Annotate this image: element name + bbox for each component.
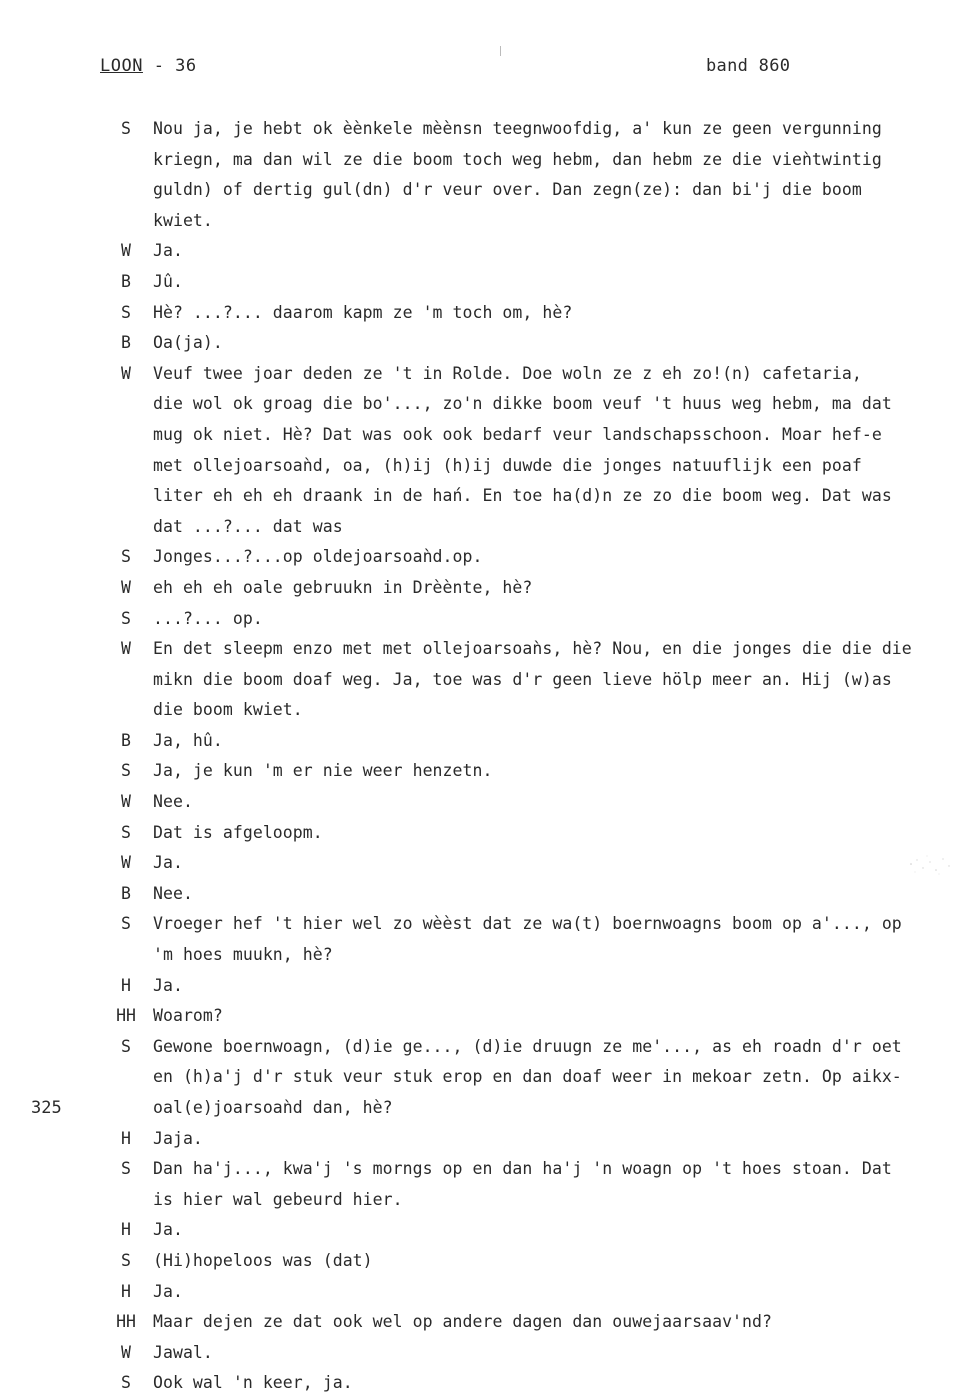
page-header-left [100,56,197,76]
transcript-turn [0,1368,973,1399]
speaker-code: H [121,1281,131,1301]
utterance-line: Dat is afgeloopm. [153,822,323,842]
utterance-line: liter eh eh eh draank in de hań. En toe ha(d)n ze zo die boom weg. Dat was [153,486,892,506]
transcript-body [0,114,973,1399]
transcript-turn [0,1124,973,1155]
transcript-turn [0,818,973,849]
utterance-line: die boom kwiet. [153,700,303,720]
margin-counter: 325 [31,1098,62,1118]
transcript-turn [0,573,973,604]
speaker-code: W [121,639,131,659]
utterance-line: Ja. [153,1220,183,1240]
utterance-line: mug ok niet. Hè? Dat was ook ook bedarf veur landschapsschoon. Moar hef-e [153,424,882,444]
speaker-code: S [121,1159,131,1179]
speaker-code: H [121,975,131,995]
speaker-code: B [121,271,131,291]
speaker-code: H [121,1220,131,1240]
transcript-turn [0,1215,973,1246]
utterance-line: Jû. [153,271,183,291]
utterance-line: met ollejoarsoaǹd, oa, (h)ij (h)ij duwde die jonges natuuflijk een poaf [153,455,862,475]
utterance-line: Maar dejen ze dat ook wel op andere dagen dan ouwejaarsaav'nd? [153,1312,772,1332]
utterance-line: Nou ja, je hebt ok èènkele mèènsn teegnwoofdig, a' kun ze geen vergunning [153,119,882,138]
speaker-code: S [121,1036,131,1056]
utterance-line: Ja. [153,1281,183,1301]
utterance-line: kwiet. [153,210,213,230]
transcript-turn [0,1277,973,1308]
utterance-line: kriegn, ma dan wil ze die boom toch weg hebm, dan hebm ze die vieǹtwintig [153,149,882,169]
utterance-line: En det sleepm enzo met met ollejoarsoaǹs, hè? Nou, en die jonges die die die [153,639,912,659]
transcript-turn [0,298,973,329]
utterance-line: Ja, je kun 'm er nie weer henzetn. [153,761,493,781]
utterance-line: eh eh eh oale gebruukn in Drèènte, hè? [153,577,533,597]
transcript-turn [0,909,973,970]
transcript-turn [0,328,973,359]
speaker-code: S [121,547,131,567]
utterance-line: (Hi)hopeloos was (dat) [153,1250,373,1270]
transcript-turn [0,1246,973,1277]
transcript-turn [0,542,973,573]
transcript-turn [0,267,973,298]
speaker-code: W [121,853,131,873]
utterance-line: Ook wal 'n keer, ja. [153,1373,353,1393]
transcript-turn [0,359,973,543]
speaker-code: S [121,822,131,842]
transcript-turn [0,1307,973,1338]
utterance-line: Ja, hû. [153,730,223,750]
utterance-line: mikn die boom doaf weg. Ja, toe was d'r geen lieve hölp meer an. Hij (w)as [153,669,892,689]
utterance-line: die wol ok groag die bo'..., zo'n dikke boom veuf 't huus weg hebm, ma dat [153,394,892,414]
utterance-line: Dan ha'j..., kwa'j 's morngs op en dan ha'j 'n woagn op 't hoes stoan. Dat [153,1159,892,1179]
transcript-turn [0,1001,973,1032]
transcript-turn [0,114,973,236]
utterance-line: ...?... op. [153,608,263,628]
utterance-line: oal(e)joarsoaǹd dan, hè? [153,1098,393,1117]
scan-mark [500,46,501,56]
speaker-code: B [121,333,131,353]
archive-label: LOON [100,56,143,76]
transcript-turn [0,756,973,787]
utterance-line: 'm hoes muukn, hè? [153,945,333,965]
speaker-code: W [121,1342,131,1362]
transcript-turn [0,787,973,818]
transcript-turn [0,236,973,267]
speaker-code: HH [116,1312,136,1332]
utterance-line: Nee. [153,792,193,812]
utterance-line: Jaja. [153,1128,203,1148]
transcript-turn [0,1032,973,1124]
utterance-line: Gewone boernwoagn, (d)ie ge..., (d)ie druugn ze me'..., as eh roadn d'r oet [153,1036,902,1056]
utterance-line: is hier wal gebeurd hier. [153,1189,403,1209]
speaker-code: S [121,302,131,322]
speaker-code: W [121,363,131,383]
transcript-turn [0,726,973,757]
speaker-code: HH [116,1006,136,1026]
transcript-turn [0,1154,973,1215]
utterance-line: Ja. [153,241,183,261]
utterance-line: Oa(ja). [153,333,223,353]
transcript-turn [0,604,973,635]
transcript-turn [0,634,973,726]
speaker-code: B [121,883,131,903]
scan-speckle [903,850,963,880]
utterance-line: Woarom? [153,1006,223,1026]
utterance-line: Jonges...?...op oldejoarsoaǹd.op. [153,547,483,567]
speaker-code: S [121,914,131,934]
page-number: - 36 [142,56,197,76]
speaker-code: W [121,241,131,261]
utterance-line: Ja. [153,853,183,873]
speaker-code: S [121,608,131,628]
transcript-turn [0,1338,973,1369]
utterance-line: Ja. [153,975,183,995]
utterance-line: dat ...?... dat was [153,516,343,536]
speaker-code: W [121,577,131,597]
utterance-line: Vroeger hef 't hier wel zo wèèst dat ze wa(t) boernwoagns boom op a'..., op [153,914,902,934]
speaker-code: S [121,1373,131,1393]
utterance-line: Veuf twee joar deden ze 't in Rolde. Doe woln ze z eh zo!(n) cafetaria, [153,363,862,383]
speaker-code: H [121,1128,131,1148]
speaker-code: W [121,792,131,812]
speaker-code: S [121,761,131,781]
speaker-code: S [121,119,131,138]
transcript-turn [0,848,973,879]
tape-label: band 860 [706,56,791,76]
utterance-line: en (h)a'j d'r stuk veur stuk erop en dan doaf weer in mekoar zetn. Op aikx- [153,1067,902,1087]
speaker-code: B [121,730,131,750]
utterance-line: Hè? ...?... daarom kapm ze 'm toch om, hè? [153,302,573,322]
utterance-line: guldn) of dertig gul(dn) d'r veur over. Dan zegn(ze): dan bi'j die boom [153,180,862,200]
transcript-turn [0,971,973,1002]
utterance-line: Jawal. [153,1342,213,1362]
speaker-code: S [121,1250,131,1270]
utterance-line: Nee. [153,883,193,903]
transcript-turn [0,879,973,910]
